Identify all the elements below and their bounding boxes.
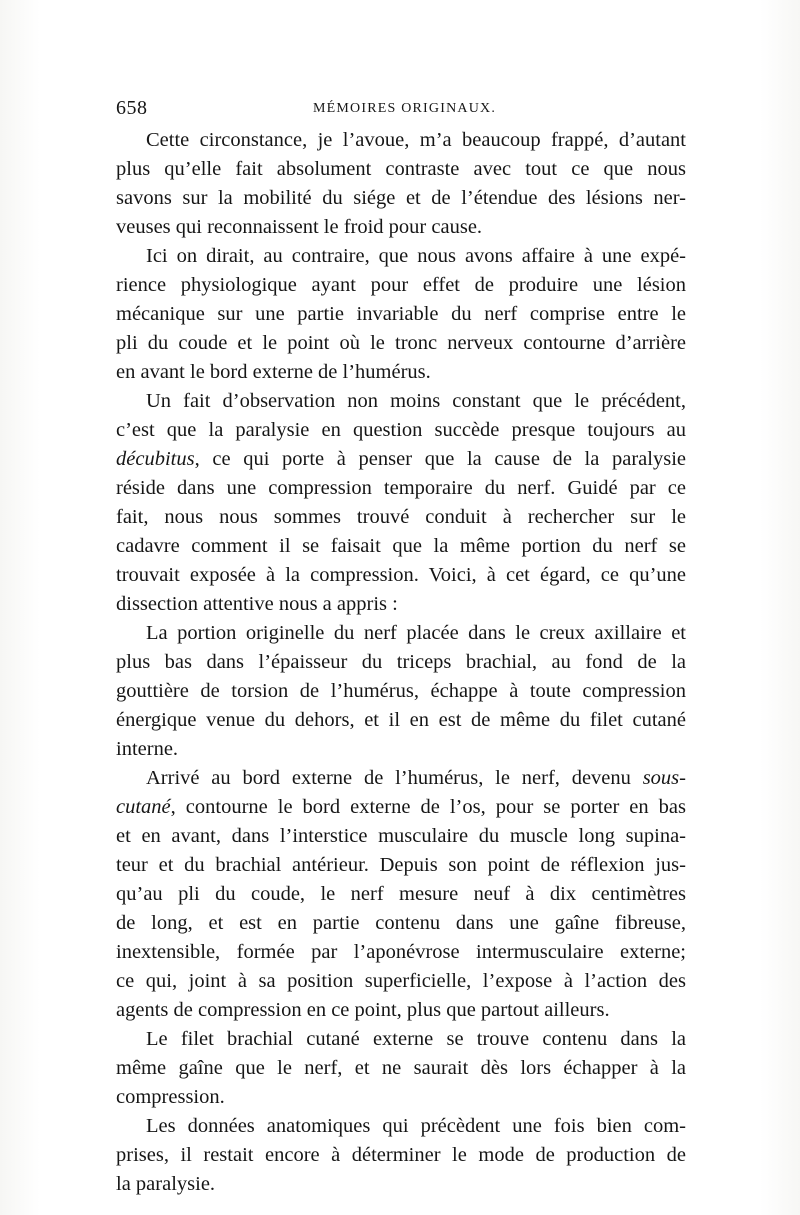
paragraph — [116, 126, 686, 242]
text-line: prises, il restait encore à déterminer le mode de production de — [116, 1144, 686, 1166]
italic-term: sous- — [642, 767, 686, 789]
text-line: ce qui, joint à sa position superficielle, l’expose à l’action des — [116, 970, 686, 992]
text-line: compression. — [116, 1086, 225, 1108]
text-line: plus qu’elle fait absolument contraste avec tout ce que nous — [116, 158, 686, 180]
text-line: Un fait d’observation non moins constant que le précédent, — [146, 390, 686, 412]
text-line: énergique venue du dehors, et il en est de même du filet cutané — [116, 709, 686, 731]
text-line: cadavre comment il se faisait que la même portion du nerf se — [116, 535, 686, 557]
text-line: réside dans une compression temporaire du nerf. Guidé par ce — [116, 477, 686, 499]
running-title: MÉMOIRES ORIGINAUX. — [313, 101, 497, 116]
text-line: et en avant, dans l’interstice musculaire du muscle long supina- — [116, 825, 686, 847]
text-line: trouvait exposée à la compression. Voici, à cet égard, ce qu’une — [116, 564, 686, 586]
text-line: interne. — [116, 738, 179, 760]
text-line: pli du coude et le point où le tronc nerveux contourne d’arrière — [116, 332, 686, 354]
text-line: gouttière de torsion de l’humérus, échappe à toute compression — [116, 680, 686, 702]
italic-term: cutané — [116, 796, 171, 818]
text-line: savons sur la mobilité du siége et de l’étendue des lésions ner- — [116, 187, 686, 209]
paragraph — [116, 619, 686, 764]
text-line: Ici on dirait, au contraire, que nous avons affaire à une expé- — [146, 245, 686, 267]
text-line: même gaîne que le nerf, et ne saurait dès lors échapper à la — [116, 1057, 686, 1079]
text-line: dissection attentive nous a appris : — [116, 593, 398, 615]
text-line: Les données anatomiques qui précèdent une fois bien com- — [146, 1115, 686, 1137]
italic-term: décubitus — [116, 448, 195, 470]
text-line: teur et du brachial antérieur. Depuis son point de réflexion jus- — [116, 854, 686, 876]
page-header — [116, 97, 686, 121]
text-line: mécanique sur une partie invariable du nerf comprise entre le — [116, 303, 686, 325]
page-number: 658 — [116, 97, 148, 119]
text-line: rience physiologique ayant pour effet de produire une lésion — [116, 274, 686, 296]
text-line: veuses qui reconnaissent le froid pour cause. — [116, 216, 483, 238]
text-line — [116, 445, 686, 474]
text-run: , contourne le bord externe de l’os, pour se porter en bas — [170, 796, 686, 818]
text-line: c’est que la paralysie en question succède presque toujours au — [116, 419, 686, 441]
paragraph — [116, 1025, 686, 1112]
text-line — [116, 793, 686, 822]
text-run: Arrivé au bord externe de l’humérus, le nerf, devenu — [146, 767, 643, 789]
paragraph — [116, 1112, 686, 1199]
paragraph — [116, 242, 686, 387]
text-line — [116, 764, 686, 793]
paragraph — [116, 387, 686, 619]
text-line: en avant le bord externe de l’humérus. — [116, 361, 431, 383]
text-line: fait, nous nous sommes trouvé conduit à rechercher sur le — [116, 506, 686, 528]
text-line: La portion originelle du nerf placée dans le creux axillaire et — [146, 622, 686, 644]
paragraph — [116, 764, 686, 1025]
text-line: Cette circonstance, je l’avoue, m’a beaucoup frappé, d’autant — [146, 129, 686, 151]
text-line: agents de compression en ce point, plus que partout ailleurs. — [116, 999, 610, 1021]
text-line: Le filet brachial cutané externe se trouve contenu dans la — [146, 1028, 686, 1050]
text-line: qu’au pli du coude, le nerf mesure neuf à dix centimètres — [116, 883, 686, 905]
text-line: de long, et est en partie contenu dans une gaîne fibreuse, — [116, 912, 686, 934]
text-line: plus bas dans l’épaisseur du triceps brachial, au fond de la — [116, 651, 686, 673]
body-text — [116, 126, 686, 1199]
text-run: , ce qui porte à penser que la cause de la paralysie — [194, 448, 686, 470]
text-line: la paralysie. — [116, 1173, 216, 1195]
text-line: inextensible, formée par l’aponévrose intermusculaire externe; — [116, 941, 686, 963]
